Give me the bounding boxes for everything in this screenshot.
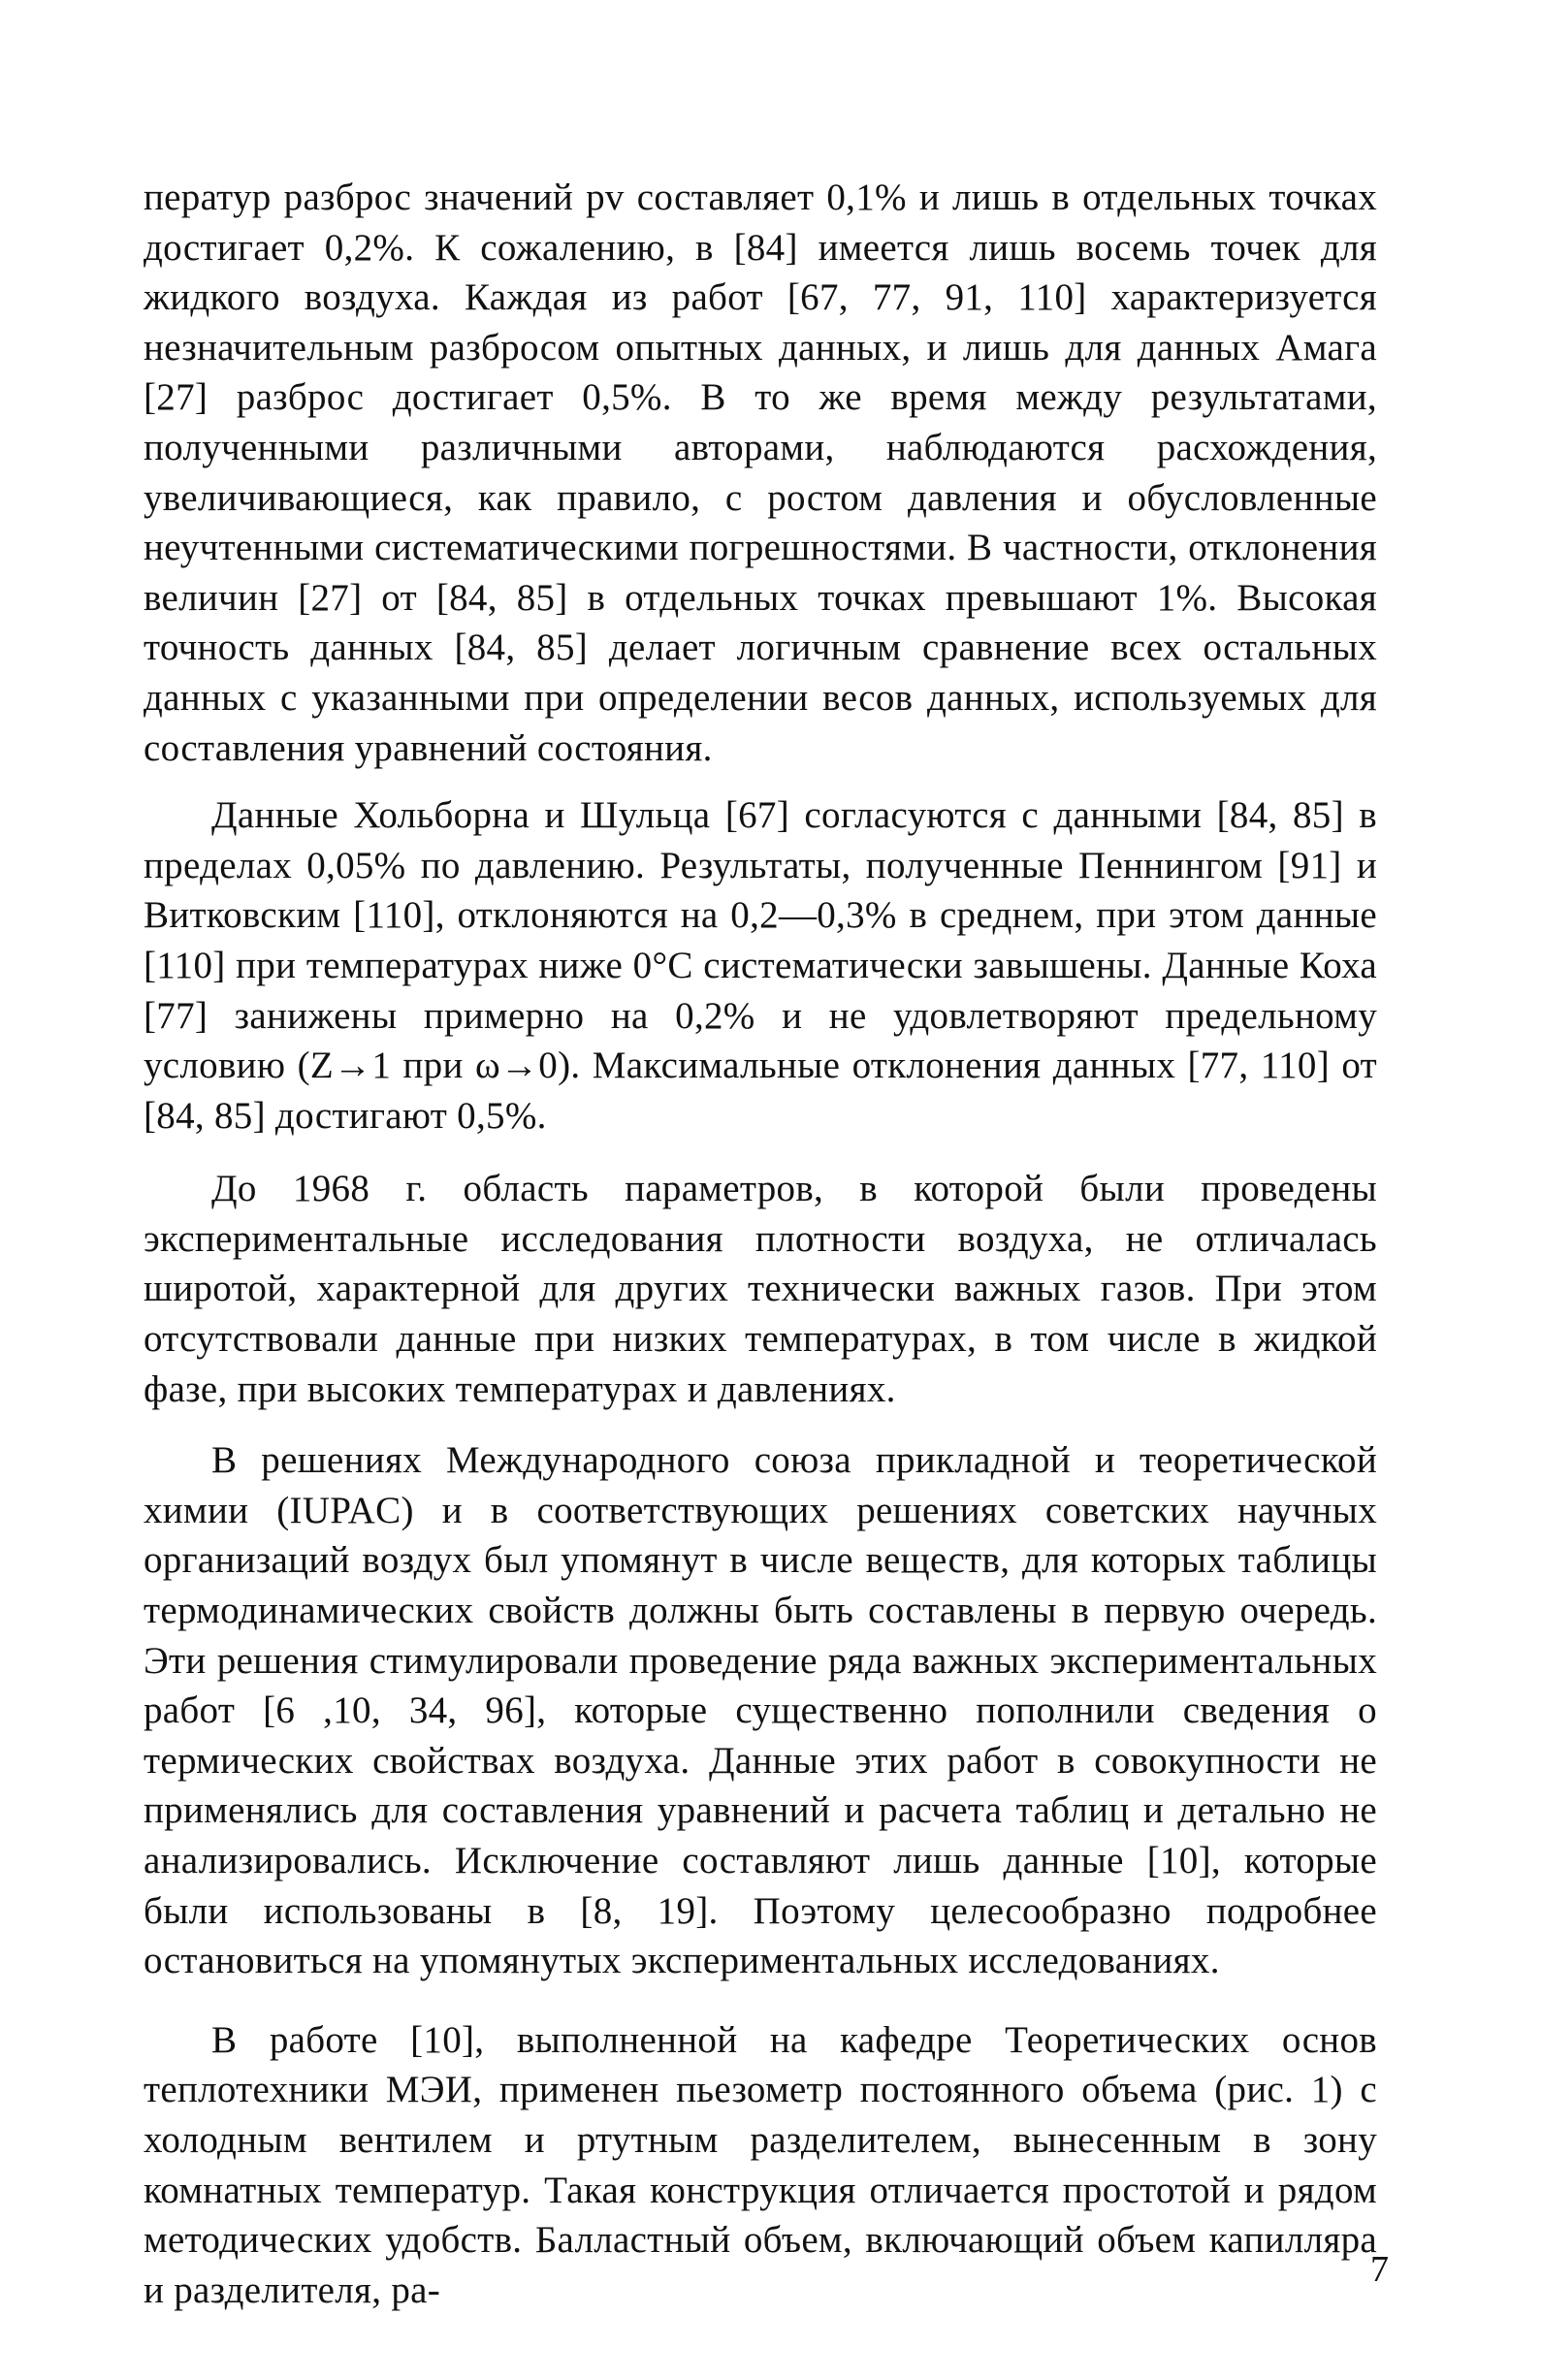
body-text [144, 173, 1377, 2315]
paragraph-1: ператур разброс значений pv составляет 0,1% и лишь в отдельных точках достигает 0,2%. К сожалению, в [84] имеется лишь восемь точек для жидкого воздуха. Каждая из работ [67, 77, 91, 110] характеризуется незначительным разбросом опытных данных, и лишь для данных Амага [27] разброс достигает 0,5%. В то же время между результатами, полученными различными авторами, наблюдаются расхождения, увеличивающиеся, как правило, с ростом давления и обусловленные неучтенными систематическими погрешностями. В частности, отклонения величин [27] от [84, 85] в отдельных точках превышают 1%. Высокая точность данных [84, 85] делает логичным сравнение всех остальных данных с указанными при определении весов данных, используемых для составления уравнений состояния. [144, 177, 1377, 769]
paragraph-3: До 1968 г. область параметров, в которой были проведены экспериментальные исследования плотности воздуха, не отличалась широтой, характерной для других технически важных газов. При этом отсутствовали данные при низких температурах, в том числе в жидкой фазе, при высоких температурах и давлениях. [144, 1168, 1377, 1410]
paragraph-2: Данные Хольборна и Шульца [67] согласуются с данными [84, 85] в пределах 0,05% по давлению. Результаты, полученные Пеннингом [91] и Витковским [110], отклоняются на 0,2—0,3% в среднем, при этом данные [110] при температурах ниже 0°С систематически завышены. Данные Коха [77] занижены примерно на 0,2% и не удовлетворяют предельному условию (Z→1 при ω→0). Максимальные отклонения данных [77, 110] от [84, 85] достигают 0,5%. [144, 794, 1377, 1137]
paragraph-4: В решениях Международного союза прикладной и теоретической химии (IUPAC) и в соответствующих решениях советских научных организаций воздух был упомянут в числе веществ, для которых таблицы термодинамических свойств должны быть составлены в первую очередь. Эти решения стимулировали проведение ряда важных экспериментальных работ [6 ,10, 34, 96], которые существенно пополнили сведения о термических свойствах воздуха. Данные этих работ в совокупности не применялись для составления уравнений и расчета таблиц и детально не анализировались. Исключение составляют лишь данные [10], которые были использованы в [8, 19]. Поэтому целесообразно подробнее остановиться на упомянутых экспериментальных исследованиях. [144, 1439, 1377, 1982]
page-number: 7 [1370, 2249, 1389, 2290]
paragraph-5: В работе [10], выполненной на кафедре Теоретических основ теплотехники МЭИ, применен пьезометр постоянного объема (рис. 1) с холодным вентилем и ртутным разделителем, вынесенным в зону комнатных температур. Такая конструкция отличается простотой и рядом методических удобств. Балластный объем, включающий объем капилляра и разделителя, ра- [144, 2018, 1377, 2311]
